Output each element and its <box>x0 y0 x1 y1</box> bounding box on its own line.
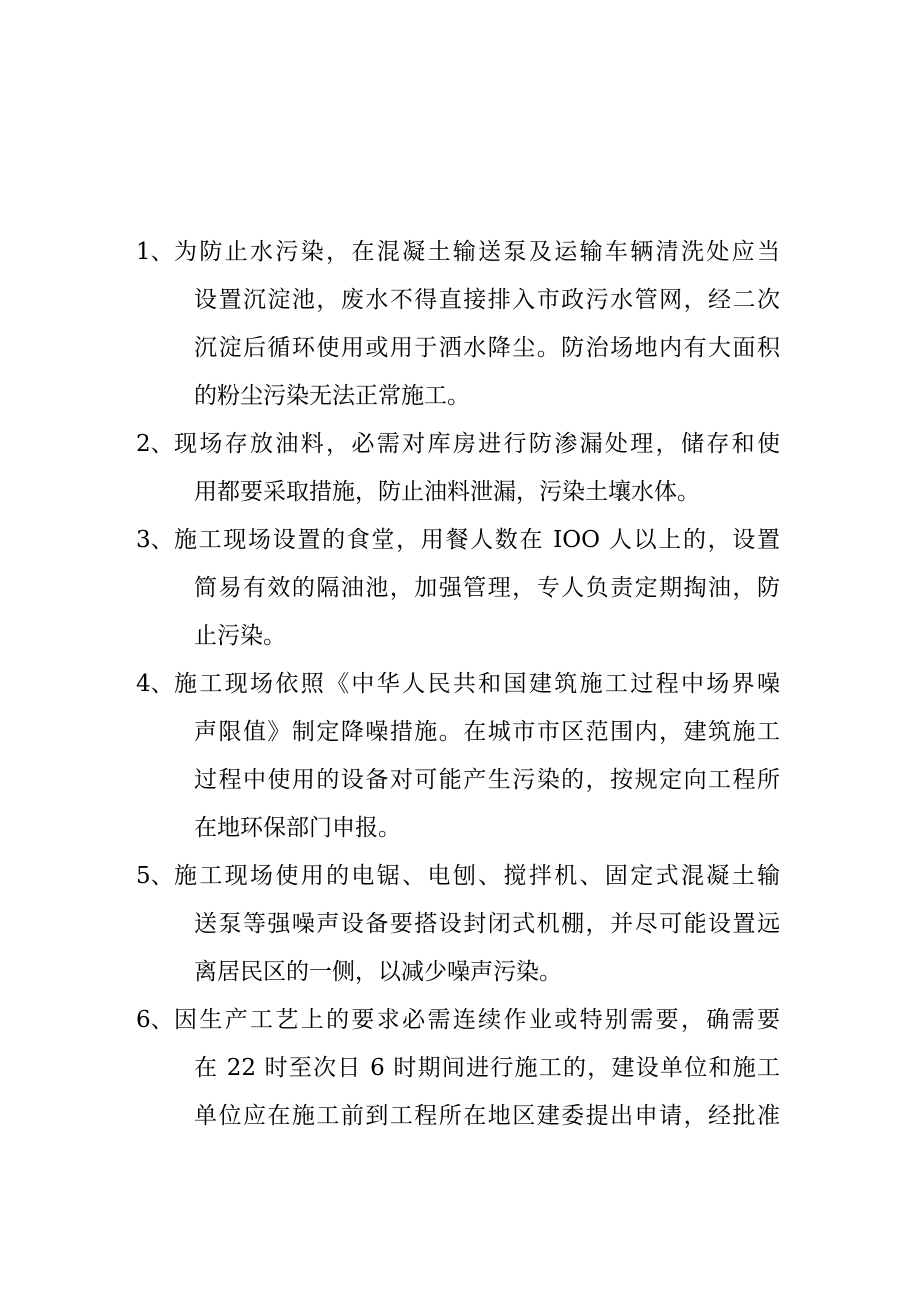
list-item-5 <box>136 852 780 996</box>
item-number: 3、 <box>136 527 174 553</box>
item-text-line: 送泵等强噪声设备要搭设封闭式机棚，并尽可能设置远 <box>194 911 780 937</box>
item-text-line: 为防止水污染，在混凝土输送泵及运输车辆清洗处应当 <box>174 239 780 265</box>
item-number: 4、 <box>136 671 174 697</box>
item-text-line: 声限值》制定降噪措施。在城市市区范围内，建筑施工 <box>194 719 780 745</box>
item-number: 1、 <box>136 239 174 265</box>
list-item-4 <box>136 660 780 852</box>
item-number: 2、 <box>136 431 174 457</box>
item-text-line: 设置沉淀池，废水不得直接排入市政污水管网，经二次 <box>194 287 780 313</box>
list-item-1 <box>136 228 780 420</box>
item-text-line: 用都要采取措施，防止油料泄漏，污染土壤水体。 <box>194 479 700 505</box>
item-text-line: 简易有效的隔油池，加强管理，专人负责定期掏油，防 <box>194 575 780 601</box>
item-text-line: 止污染。 <box>194 623 286 649</box>
item-number: 6、 <box>136 1007 174 1033</box>
item-text-line: 过程中使用的设备对可能产生污染的，按规定向工程所 <box>194 767 780 793</box>
item-text-line: 因生产工艺上的要求必需连续作业或特别需要，确需要 <box>174 1007 780 1033</box>
list-item-3 <box>136 516 780 660</box>
item-text-line: 沉淀后循环使用或用于洒水降尘。防治场地内有大面积 <box>194 335 780 361</box>
item-text-line: 在地环保部门申报。 <box>194 815 401 841</box>
item-text-line: 离居民区的一侧，以减少噪声污染。 <box>194 959 562 985</box>
numbered-list <box>136 228 780 1140</box>
item-text-line: 施工现场使用的电锯、电刨、搅拌机、固定式混凝土输 <box>174 863 780 889</box>
item-text-line: 在 22 时至次日 6 时期间进行施工的，建设单位和施工 <box>194 1055 780 1081</box>
item-text-line: 现场存放油料，必需对库房进行防渗漏处理，储存和使 <box>174 431 780 457</box>
item-text-line: 施工现场设置的食堂，用餐人数在 IOO 人以上的，设置 <box>174 527 780 553</box>
item-text-line: 的粉尘污染无法正常施工。 <box>194 383 470 409</box>
list-item-2 <box>136 420 780 516</box>
item-text-line: 施工现场依照《中华人民共和国建筑施工过程中场界噪 <box>174 671 780 697</box>
list-item-6 <box>136 996 780 1140</box>
item-text-line: 单位应在施工前到工程所在地区建委提出申请，经批准 <box>194 1103 780 1129</box>
item-number: 5、 <box>136 863 174 889</box>
